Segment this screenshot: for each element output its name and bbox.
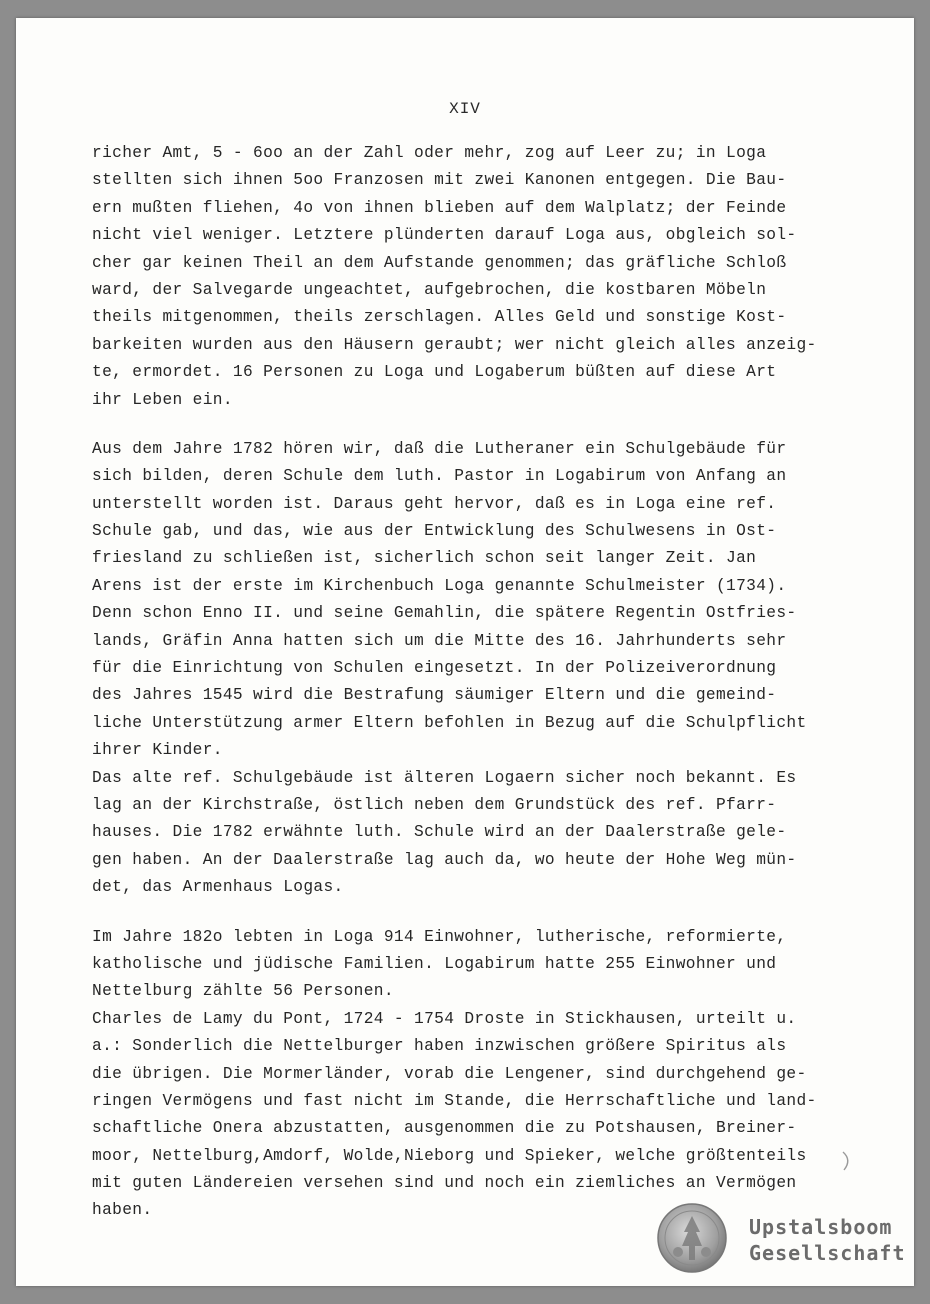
text-line: des Jahres 1545 wird die Bestrafung säumiger Eltern und die gemeind- <box>92 686 777 705</box>
watermark-text <box>749 1214 906 1266</box>
text-line: ward, der Salvegarde ungeachtet, aufgebrochen, die kostbaren Möbeln <box>92 280 767 299</box>
text-line: stellten sich ihnen 5oo Franzosen mit zwei Kanonen entgegen. Die Bau- <box>92 171 787 190</box>
page-number: XIV <box>449 100 481 118</box>
text-line: für die Einrichtung von Schulen eingesetzt. In der Polizeiverordnung <box>92 659 777 678</box>
text-line: Aus dem Jahre 1782 hören wir, daß die Lutheraner ein Schulgebäude für <box>92 439 787 458</box>
text-line: moor, Nettelburg,Amdorf, Wolde,Nieborg und Spieker, welche größtenteils <box>92 1146 807 1165</box>
text-line: nicht viel weniger. Letztere plünderten darauf Loga aus, obgleich sol- <box>92 226 797 245</box>
text-line: a.: Sonderlich die Nettelburger haben inzwischen größere Spiritus als <box>92 1037 787 1056</box>
watermark-line-2: Gesellschaft <box>749 1241 906 1265</box>
text-line: det, das Armenhaus Logas. <box>92 878 344 897</box>
paragraph-gap <box>92 414 832 436</box>
text-line: mit guten Ländereien versehen sind und noch ein ziemliches an Vermögen <box>92 1174 797 1193</box>
text-line: cher gar keinen Theil an dem Aufstande genommen; das gräfliche Schloß <box>92 253 787 272</box>
text-line: katholische und jüdische Familien. Logabirum hatte 255 Einwohner und <box>92 954 777 973</box>
text-line: unterstellt worden ist. Daraus geht hervor, daß es in Loga eine ref. <box>92 494 777 513</box>
paragraph <box>92 924 832 1225</box>
text-line: richer Amt, 5 - 6oo an der Zahl oder mehr, zog auf Leer zu; in Loga <box>92 144 767 162</box>
paragraph-gap <box>92 902 832 924</box>
pencil-mark-icon <box>840 1150 854 1172</box>
text-line: theils mitgenommen, theils zerschlagen. Alles Geld und sonstige Kost- <box>92 308 787 327</box>
text-line: schaftliche Onera abzustatten, ausgenommen die zu Potshausen, Breiner- <box>92 1119 797 1138</box>
text-line: hauses. Die 1782 erwähnte luth. Schule wird an der Daalerstraße gele- <box>92 823 787 842</box>
text-line: haben. <box>92 1201 153 1220</box>
watermark-line-1: Upstalsboom <box>749 1215 893 1239</box>
text-line: lag an der Kirchstraße, östlich neben dem Grundstück des ref. Pfarr- <box>92 795 777 814</box>
text-line: ihr Leben ein. <box>92 390 233 409</box>
text-line: liche Unterstützung armer Eltern befohlen in Bezug auf die Schulpflicht <box>92 713 807 732</box>
text-line: Nettelburg zählte 56 Personen. <box>92 982 394 1001</box>
text-line: Denn schon Enno II. und seine Gemahlin, die spätere Regentin Ostfries- <box>92 604 797 623</box>
text-line: gen haben. An der Daalerstraße lag auch da, wo heute der Hohe Weg mün- <box>92 850 797 869</box>
text-line: Schule gab, und das, wie aus der Entwicklung des Schulwesens in Ost- <box>92 522 777 541</box>
upstalsboom-seal-icon <box>656 1202 728 1274</box>
document-page <box>16 18 914 1286</box>
text-line: barkeiten wurden aus den Häusern geraubt; wer nicht gleich alles anzeig- <box>92 335 817 354</box>
text-line: ihrer Kinder. <box>92 741 223 760</box>
text-line: ern mußten fliehen, 4o von ihnen blieben auf dem Walplatz; der Feinde <box>92 198 787 217</box>
text-line: sich bilden, deren Schule dem luth. Pastor in Logabirum von Anfang an <box>92 467 787 486</box>
paragraph <box>92 436 832 902</box>
body-text <box>92 140 832 1225</box>
text-line: friesland zu schließen ist, sicherlich schon seit langer Zeit. Jan <box>92 549 757 568</box>
text-line: die übrigen. Die Mormerländer, vorab die Lengener, sind durchgehend ge- <box>92 1064 807 1083</box>
text-line: te, ermordet. 16 Personen zu Loga und Logaberum büßten auf diese Art <box>92 363 777 382</box>
text-line: Arens ist der erste im Kirchenbuch Loga genannte Schulmeister (1734). <box>92 576 787 595</box>
paragraph <box>92 140 832 414</box>
text-line: Charles de Lamy du Pont, 1724 - 1754 Droste in Stickhausen, urteilt u. <box>92 1009 797 1028</box>
text-line: lands, Gräfin Anna hatten sich um die Mitte des 16. Jahrhunderts sehr <box>92 631 787 650</box>
text-line: Im Jahre 182o lebten in Loga 914 Einwohner, lutherische, reformierte, <box>92 927 787 946</box>
text-line: Das alte ref. Schulgebäude ist älteren Logaern sicher noch bekannt. Es <box>92 768 797 787</box>
text-line: ringen Vermögens und fast nicht im Stande, die Herrschaftliche und land- <box>92 1091 817 1110</box>
